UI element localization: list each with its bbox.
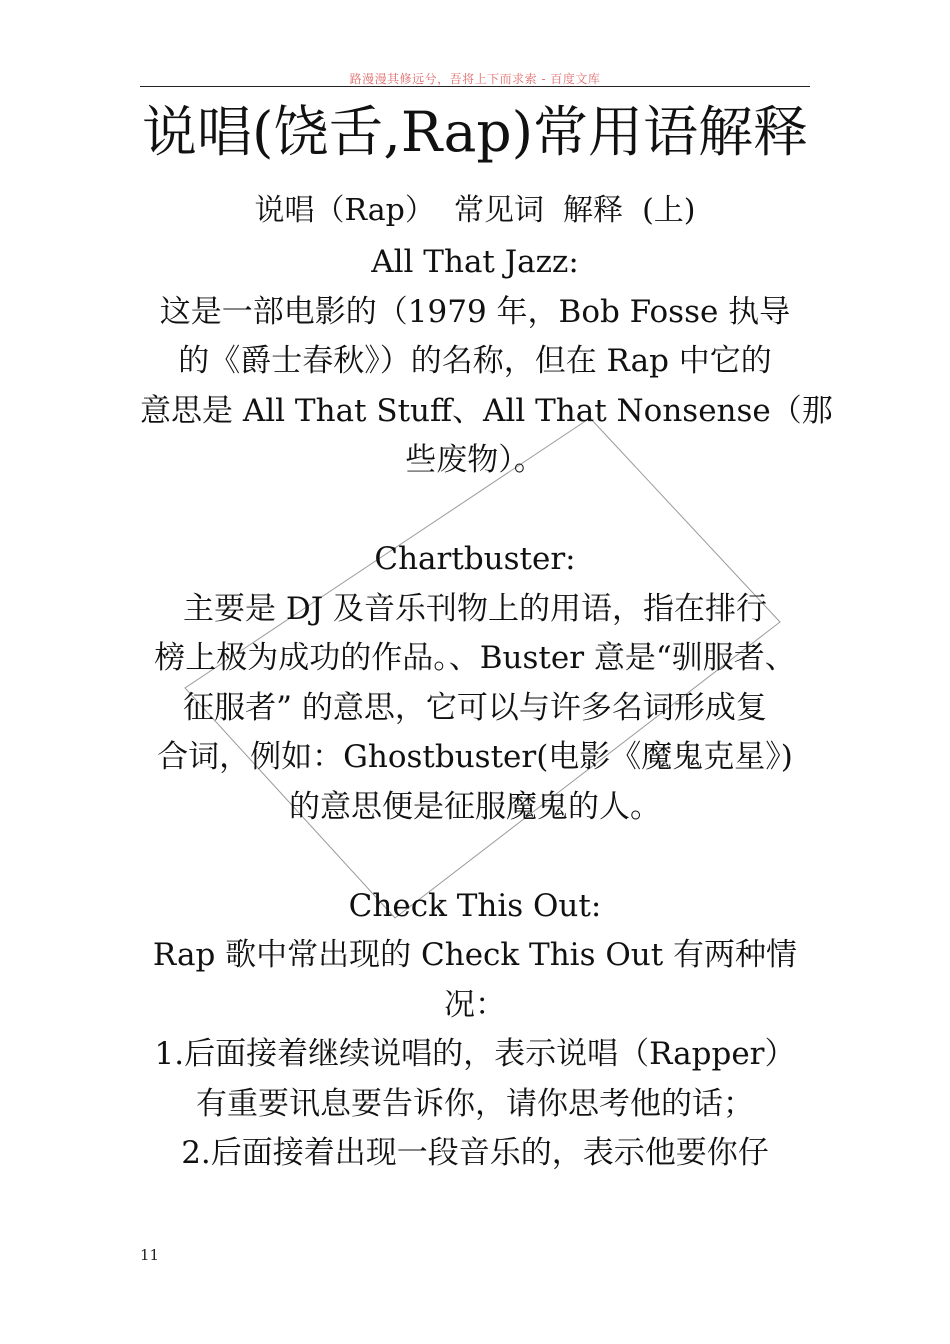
page-number: 11: [140, 1246, 160, 1264]
header-divider: [140, 86, 810, 87]
paragraph-line: Rap 歌中常出现的 Check This Out 有两种情: [152, 937, 798, 973]
paragraph-line: 有重要讯息要告诉你，请你思考他的话；: [196, 1085, 754, 1122]
paragraph-line: 主要是 DJ 及音乐刊物上的用语，指在排行: [183, 590, 767, 627]
term-heading: All That Jazz:: [371, 244, 579, 280]
paragraph-line: 征服者” 的意思，它可以与许多名词形成复: [183, 689, 767, 726]
paragraph-line: 的《爵士春秋》）的名称，但在 Rap 中它的: [178, 343, 772, 379]
blank-line: [140, 832, 810, 882]
paragraph-line: 的意思便是征服魔鬼的人。: [289, 788, 661, 825]
term-heading: Chartbuster:: [374, 541, 576, 577]
paragraph-line: 榜上极为成功的作品。、Buster 意是“驯服者、: [154, 640, 796, 676]
paragraph-line: 些废物）。: [405, 442, 545, 478]
document-subtitle: 说唱（Rap） 常见词 解释 (上): [254, 193, 696, 228]
term-heading: Check This Out:: [348, 887, 602, 924]
paragraph-line: 这是一部电影的（1979 年，Bob Fosse 执导: [159, 293, 791, 330]
paragraph-line: 况：: [444, 986, 506, 1023]
running-header: 路漫漫其修远兮，吾将上下而求索 - 百度文库: [349, 72, 601, 86]
paragraph-line: 1.后面接着继续说唱的，表示说唱（Rapper）: [154, 1036, 796, 1072]
document-body: [140, 238, 833, 1179]
paragraph-line: 2.后面接着出现一段音乐的，表示他要你仔: [181, 1135, 769, 1171]
document-title: 说唱(饶舌,Rap)常用语解释: [141, 100, 809, 164]
blank-line: [140, 486, 810, 536]
paragraph-line: 合词，例如：Ghostbuster(电影《魔鬼克星》): [157, 739, 793, 775]
paragraph-line: 意思是 All That Stuff、All That Nonsense（那: [140, 392, 833, 429]
